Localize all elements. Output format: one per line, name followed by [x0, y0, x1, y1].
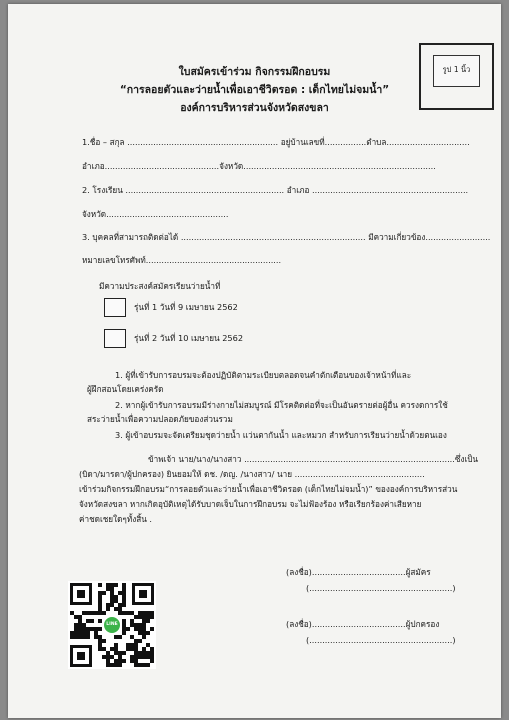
- round2-checkbox[interactable]: [104, 329, 126, 348]
- consent-line-2: (บิดา/มารดา/ผู้ปกครอง) ยินยอมให้ ดช. /ดญ. /นางสาว/ นาย ..................................................: [79, 469, 425, 479]
- qr-module: [90, 619, 94, 623]
- qr-module: [102, 611, 106, 615]
- school-province-field: จังหวัด...............................................: [82, 209, 229, 219]
- contact-person-field: 3. บุคคลที่สามารถติดต่อได้ ....................................................................... มีความเกี่ยวข้อง.........................: [82, 232, 491, 242]
- qr-module: [142, 635, 146, 639]
- qr-module: [122, 603, 126, 607]
- qr-module: [118, 663, 122, 667]
- district-province-field: อำเภอ............................................จังหวัด..........................................................................: [82, 161, 436, 171]
- qr-code: [68, 581, 156, 669]
- guardian-printed-name: (.......................................................): [306, 635, 456, 645]
- consent-line-3: เข้าร่วมกิจกรรมฝึกอบรม“การลอยตัวและว่ายน้ำเพื่อเอาชีวิตรอด (เด็กไทยไม่จมน้ำ)” ขององค์การบริหารส่วน: [79, 484, 458, 494]
- qr-module: [122, 631, 126, 635]
- rule-1: 1. ผู้ที่เข้ารับการอบรมจะต้องปฏิบัติตามระเบียบตลอดจนคำตักเตือนของเจ้าหน้าที่และ: [115, 370, 412, 380]
- applicant-signature: (ลงชื่อ)....................................ผู้สมัคร: [286, 567, 431, 577]
- qr-module: [98, 583, 102, 587]
- photo-box: [419, 43, 494, 110]
- qr-module: [146, 619, 150, 623]
- qr-module: [150, 659, 154, 663]
- qr-module: [118, 635, 122, 639]
- qr-finder-top-left: [70, 583, 92, 605]
- qr-module: [138, 639, 142, 643]
- line-logo-icon: LINE: [104, 617, 120, 633]
- school-field: 2. โรงเรียน ............................................................. อำเภอ ............................................................: [82, 185, 469, 195]
- qr-module: [98, 627, 102, 631]
- phone-field: หมายเลขโทรศัพท์....................................................: [82, 255, 282, 265]
- rule-1-cont: ผู้ฝึกสอนโดยเคร่งครัด: [87, 384, 164, 394]
- qr-module: [102, 591, 106, 595]
- round2-label: รุ่นที่ 2 วันที่ 10 เมษายน 2562: [134, 333, 244, 343]
- activity-title: “การลอยตัวและว่ายน้ำเพื่อเอาชีวิตรอด : เด็กไทยไม่จมน้ำ”: [119, 84, 390, 96]
- name-address-field: 1.ชื่อ – สกุล .......................................................... อยู่บ้านเลขที่................ตำบล................................: [82, 137, 470, 147]
- consent-line-1: ข้าพเจ้า นาย/นาง/นางสาว .................................................................................ซึ่งเป็น: [148, 454, 479, 464]
- photo-label-box: [433, 55, 480, 87]
- rule-2-cont: สระว่ายน้ำเพื่อความปลอดภัยของส่วนรวม: [87, 414, 233, 424]
- form-title: ใบสมัครเข้าร่วม กิจกรรมฝึกอบรม: [178, 66, 331, 78]
- qr-module: [122, 651, 126, 655]
- guardian-signature: (ลงชื่อ)....................................ผู้ปกครอง: [286, 619, 440, 629]
- applicant-printed-name: (.......................................................): [306, 583, 456, 593]
- qr-module: [102, 639, 106, 643]
- consent-line-4: จังหวัดสงขลา หากเกิดอุบัติเหตุได้รับบาดเจ็บในการฝึกอบรม จะไม่ฟ้องร้อง หรือเรียกร้องค่าเสียหาย: [79, 499, 422, 509]
- rule-3: 3. ผู้เข้าอบรมจะจัดเตรียมชุดว่ายน้ำ แว่นตากันน้ำ และหมวก สำหรับการเรียนว่ายน้ำด้วยตนเอง: [115, 430, 447, 440]
- qr-module: [106, 607, 110, 611]
- round1-checkbox[interactable]: [104, 298, 126, 317]
- consent-line-5: ค่าชดเชยใดๆทั้งสิ้น .: [79, 514, 153, 524]
- qr-module: [150, 615, 154, 619]
- qr-module: [98, 619, 102, 623]
- qr-module: [150, 627, 154, 631]
- qr-module: [86, 635, 90, 639]
- organization-title: องค์การบริหารส่วนจังหวัดสงขลา: [180, 102, 329, 114]
- qr-module: [114, 583, 118, 587]
- qr-module: [146, 631, 150, 635]
- qr-module: [122, 659, 126, 663]
- rounds-prompt: มีความประสงค์สมัครเรียนว่ายน้ำที่: [99, 281, 221, 291]
- qr-module: [146, 663, 150, 667]
- photo-label: รูป 1 นิ้ว: [442, 65, 471, 74]
- qr-finder-top-right: [132, 583, 154, 605]
- qr-module: [126, 627, 130, 631]
- round1-label: รุ่นที่ 1 วันที่ 9 เมษายน 2562: [134, 302, 238, 312]
- application-form-page: [8, 4, 501, 718]
- rule-2: 2. หากผู้เข้ารับการอบรมมีร่างกายไม่สมบูรณ์ มีโรคติดต่อที่จะเป็นอันตรายต่อผู้อื่น ควรงดการใช้: [115, 400, 448, 410]
- qr-finder-bottom-left: [70, 645, 92, 667]
